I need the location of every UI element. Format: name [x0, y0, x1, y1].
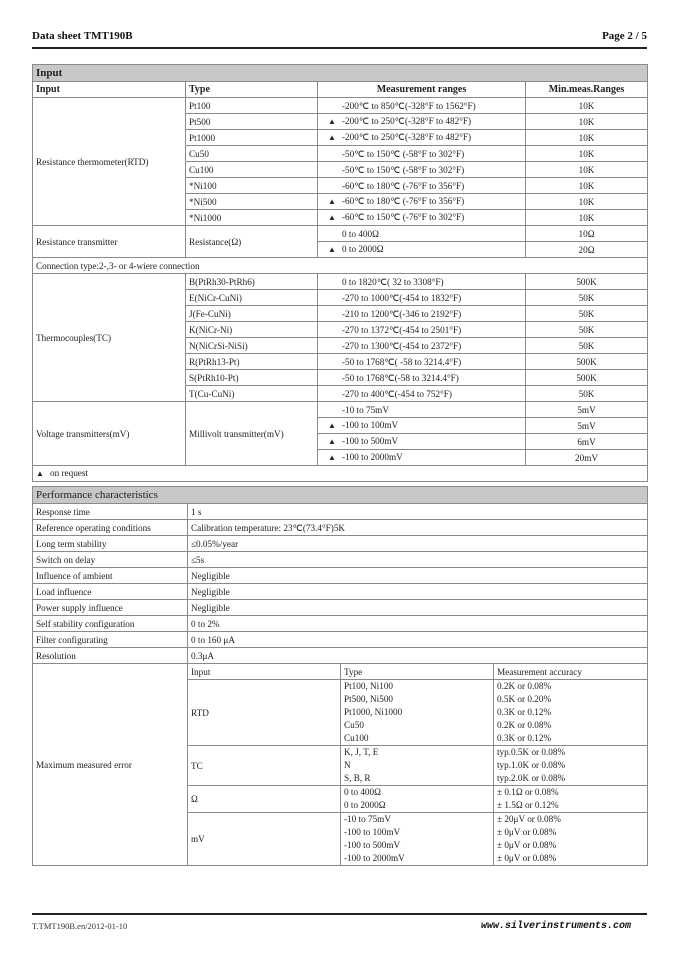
range-text: -200℃ to 250℃(-328°F to 482°F) [342, 116, 472, 126]
accuracy-line: ± 20μV or 0.08% [497, 814, 561, 824]
range-cell: -270 to 1372℃(-454 to 2501°F) [318, 322, 526, 338]
min-range-cell: 10K [526, 130, 648, 146]
property-value: ≤5s [188, 552, 648, 568]
subcolumn-header: Measurement accuracy [494, 664, 648, 680]
min-range-cell: 10K [526, 114, 648, 130]
min-range-cell: 500K [526, 370, 648, 386]
error-accuracy-cell [494, 680, 648, 746]
property-value: Calibration temperature: 23℃(73.4°F)5K [188, 520, 648, 536]
column-header: Input [33, 82, 186, 98]
note-text: on request [50, 468, 89, 478]
error-input-cell: RTD [188, 680, 341, 746]
error-accuracy-cell [494, 786, 648, 813]
property-value: 1 s [188, 504, 648, 520]
range-cell [318, 450, 526, 466]
type-cell: Millivolt transmitter(mV) [186, 402, 318, 466]
type-line: 0 to 400Ω [344, 787, 381, 797]
range-text: -10 to 75mV [342, 404, 389, 415]
min-range-cell: 10K [526, 210, 648, 226]
range-text: -100 to 500mV [342, 436, 399, 446]
error-type-cell [341, 786, 494, 813]
range-cell [318, 178, 526, 194]
min-range-cell: 6mV [526, 434, 648, 450]
subcolumn-header: Type [341, 664, 494, 680]
table-row [33, 98, 648, 114]
range-cell: -270 to 1000℃(-454 to 1832°F) [318, 290, 526, 306]
website-link[interactable]: www.silverinstruments.com [480, 921, 631, 932]
property-value: Negligible [188, 584, 648, 600]
property-label: Resolution [33, 648, 188, 664]
property-label: Influence of ambient [33, 568, 188, 584]
type-cell: *Ni500 [186, 194, 318, 210]
header-rule [32, 47, 647, 49]
type-cell: B(PtRh30-PtRh6) [186, 274, 318, 290]
range-cell [318, 98, 526, 114]
type-cell: Cu100 [186, 162, 318, 178]
range-text: -100 to 2000mV [342, 452, 403, 462]
property-label: Response time [33, 504, 188, 520]
range-text: -100 to 100mV [342, 420, 399, 430]
type-line: K, J, T, E [344, 747, 379, 757]
section-title: Input [33, 65, 648, 82]
min-range-cell: 500K [526, 354, 648, 370]
input-table [32, 64, 648, 482]
min-range-cell: 500K [526, 274, 648, 290]
range-cell: 0 to 1820℃( 32 to 3308°F) [318, 274, 526, 290]
type-line: Pt1000, Ni1000 [344, 707, 403, 717]
min-range-cell: 50K [526, 306, 648, 322]
type-cell: Pt100 [186, 98, 318, 114]
on-request-triangle-icon: ▲ [328, 197, 336, 206]
error-input-cell: TC [188, 746, 341, 786]
table-row [33, 536, 648, 552]
type-cell: R(PtRh13-Pt) [186, 354, 318, 370]
performance-table [32, 486, 648, 866]
range-cell [318, 210, 526, 226]
page-number: Page 2 / 5 [602, 30, 647, 42]
table-row [33, 600, 648, 616]
accuracy-line: 0.3K or 0.12% [497, 733, 552, 743]
accuracy-line: ± 0μV or 0.08% [497, 853, 557, 863]
accuracy-line: ± 1.5Ω or 0.12% [497, 800, 559, 810]
type-cell: Pt1000 [186, 130, 318, 146]
range-cell [318, 162, 526, 178]
error-type-cell [341, 746, 494, 786]
error-input-cell: Ω [188, 786, 341, 813]
type-line: -10 to 75mV [344, 814, 391, 824]
min-range-cell: 5mV [526, 418, 648, 434]
type-line: Pt500, Ni500 [344, 694, 394, 704]
range-text: -60℃ to 180℃ (-76°F to 356°F) [342, 180, 465, 191]
min-range-cell: 50K [526, 322, 648, 338]
range-text: -200℃ to 250℃(-328°F to 482°F) [342, 132, 472, 142]
property-label: Switch on delay [33, 552, 188, 568]
type-line: Pt100, Ni100 [344, 681, 394, 691]
error-type-cell [341, 813, 494, 866]
on-request-triangle-icon: ▲ [328, 453, 336, 462]
on-request-triangle-icon: ▲ [328, 213, 336, 222]
table-row [33, 616, 648, 632]
error-input-cell: mV [188, 813, 341, 866]
accuracy-line: 0.3K or 0.12% [497, 707, 552, 717]
table-row [33, 552, 648, 568]
table-row [33, 504, 648, 520]
on-request-triangle-icon: ▲ [328, 245, 336, 254]
property-label: Load influence [33, 584, 188, 600]
voltage-label: Voltage transmitters(mV) [33, 402, 186, 466]
accuracy-line: ± 0μV or 0.08% [497, 840, 557, 850]
subcolumn-header: Input [188, 664, 341, 680]
type-line: -100 to 100mV [344, 827, 401, 837]
min-range-cell: 50K [526, 290, 648, 306]
property-label: Self stability configuration [33, 616, 188, 632]
accuracy-line: typ.2.0K or 0.08% [497, 773, 566, 783]
type-line: Cu100 [344, 733, 369, 743]
range-text: -60℃ to 180℃ (-76°F to 356°F) [342, 196, 465, 206]
property-label: Long term stability [33, 536, 188, 552]
thermocouple-label: Thermocouples(TC) [33, 274, 186, 402]
section-title: Performance characteristics [33, 487, 648, 504]
on-request-triangle-icon: ▲ [328, 133, 336, 142]
min-range-cell: 10K [526, 98, 648, 114]
min-range-cell: 50K [526, 386, 648, 402]
range-cell: -50 to 1768℃( -58 to 3214.4°F) [318, 354, 526, 370]
range-cell [318, 418, 526, 434]
property-label: Filter configurating [33, 632, 188, 648]
range-cell [318, 434, 526, 450]
on-request-triangle-icon: ▲ [328, 421, 336, 430]
min-range-cell: 10Ω [526, 226, 648, 242]
on-request-triangle-icon: ▲ [328, 117, 336, 126]
column-header: Type [186, 82, 318, 98]
type-cell: *Ni1000 [186, 210, 318, 226]
min-range-cell: 5mV [526, 402, 648, 418]
property-value: Negligible [188, 600, 648, 616]
range-cell [318, 130, 526, 146]
type-line: -100 to 500mV [344, 840, 401, 850]
min-range-cell: 20mV [526, 450, 648, 466]
range-cell [318, 242, 526, 258]
property-label: Reference operating conditions [33, 520, 188, 536]
range-cell: -210 to 1200℃(-346 to 2192°F) [318, 306, 526, 322]
type-line: N [344, 760, 351, 770]
accuracy-line: typ.0.5K or 0.08% [497, 747, 566, 757]
range-cell [318, 114, 526, 130]
range-cell [318, 226, 526, 242]
max-error-label: Maximum measured error [33, 664, 188, 866]
accuracy-line: ± 0.1Ω or 0.08% [497, 787, 559, 797]
range-cell [318, 194, 526, 210]
range-cell [318, 146, 526, 162]
type-cell: N(NiCrSi-NiSi) [186, 338, 318, 354]
min-range-cell: 10K [526, 146, 648, 162]
range-text: -50℃ to 150℃ (-58°F to 302°F) [342, 148, 465, 159]
type-line: -100 to 2000mV [344, 853, 405, 863]
property-value: 0 to 160 μA [188, 632, 648, 648]
range-text: -50℃ to 150℃ (-58°F to 302°F) [342, 164, 465, 175]
accuracy-line: 0.5K or 0.20% [497, 694, 552, 704]
type-line: Cu50 [344, 720, 364, 730]
type-cell: Resistance(Ω) [186, 226, 318, 258]
accuracy-line: 0.2K or 0.08% [497, 681, 552, 691]
document-id: T.TMT190B.en/2012-01-10 [32, 921, 128, 931]
range-cell [318, 402, 526, 418]
range-cell: -270 to 1300℃(-454 to 2372°F) [318, 338, 526, 354]
table-row [33, 520, 648, 536]
type-cell: *Ni100 [186, 178, 318, 194]
type-cell: T(Cu-CuNi) [186, 386, 318, 402]
range-text: 0 to 400Ω [342, 228, 379, 239]
accuracy-line: ± 0μV or 0.08% [497, 827, 557, 837]
on-request-triangle-icon: ▲ [36, 469, 44, 478]
rtd-label: Resistance thermometer(RTD) [33, 98, 186, 226]
property-label: Power supply influence [33, 600, 188, 616]
min-range-cell: 10K [526, 162, 648, 178]
error-type-cell [341, 680, 494, 746]
range-text: 0 to 2000Ω [342, 244, 384, 254]
table-row [33, 568, 648, 584]
column-header: Measurement ranges [318, 82, 526, 98]
table-row [33, 632, 648, 648]
error-accuracy-cell [494, 746, 648, 786]
property-value: ≤0.05%/year [188, 536, 648, 552]
type-cell: S(PtRh10-Pt) [186, 370, 318, 386]
table-row [33, 648, 648, 664]
type-cell: E(NiCr-CuNi) [186, 290, 318, 306]
accuracy-line: typ.1.0K or 0.08% [497, 760, 566, 770]
connection-note: Connection type:2-,3- or 4-wiere connection [33, 258, 648, 274]
min-range-cell: 20Ω [526, 242, 648, 258]
column-header: Min.meas.Ranges [526, 82, 648, 98]
range-text: -200℃ to 850℃(-328°F to 1562°F) [342, 100, 476, 111]
property-value: 0 to 2% [188, 616, 648, 632]
min-range-cell: 50K [526, 338, 648, 354]
type-cell: K(NiCr-Ni) [186, 322, 318, 338]
range-text: -60℃ to 150℃ (-76°F to 302°F) [342, 212, 465, 222]
table-row [33, 584, 648, 600]
min-range-cell: 10K [526, 194, 648, 210]
property-value: 0.3μA [188, 648, 648, 664]
range-cell: -270 to 400℃(-454 to 752°F) [318, 386, 526, 402]
resistance-transmitter-label: Resistance transmitter [33, 226, 186, 258]
on-request-note [33, 466, 648, 482]
type-line: 0 to 2000Ω [344, 800, 386, 810]
type-cell: Pt500 [186, 114, 318, 130]
range-cell: -50 to 1768℃(-58 to 3214.4°F) [318, 370, 526, 386]
type-cell: Cu50 [186, 146, 318, 162]
type-cell: J(Fe-CuNi) [186, 306, 318, 322]
footer-rule [32, 913, 647, 915]
property-value: Negligible [188, 568, 648, 584]
document-title: Data sheet TMT190B [32, 30, 133, 42]
accuracy-line: 0.2K or 0.08% [497, 720, 552, 730]
min-range-cell: 10K [526, 178, 648, 194]
on-request-triangle-icon: ▲ [328, 437, 336, 446]
page-header [32, 30, 647, 46]
error-accuracy-cell [494, 813, 648, 866]
type-line: S, B, R [344, 773, 371, 783]
